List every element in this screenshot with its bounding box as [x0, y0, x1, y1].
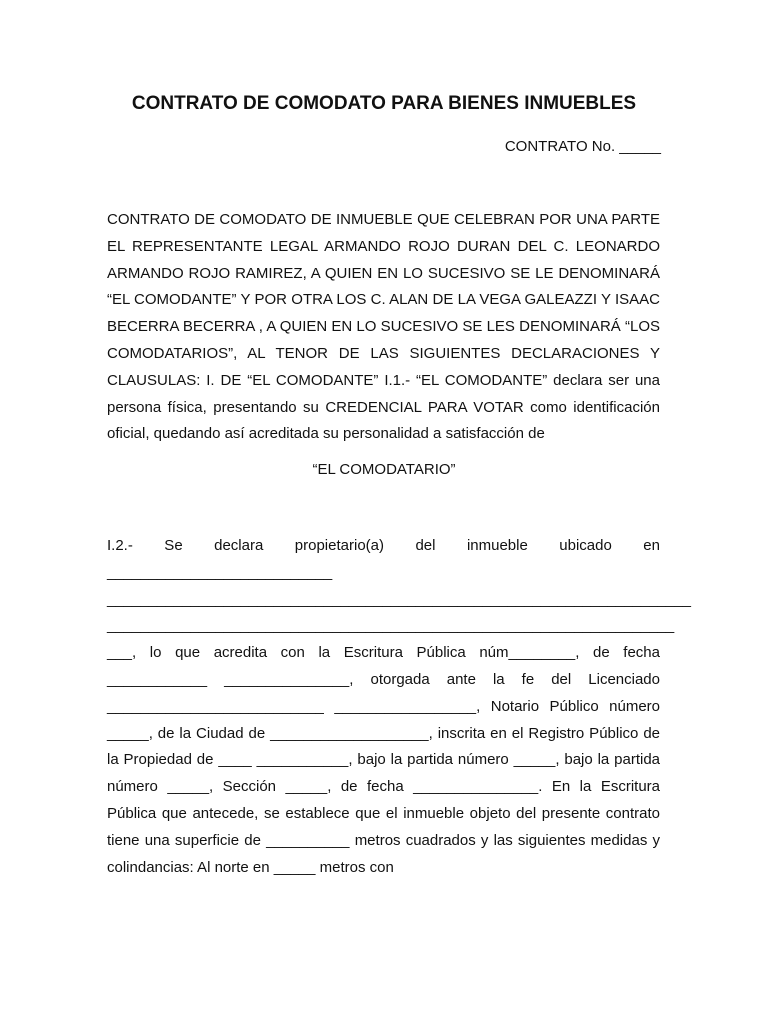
contract-number: CONTRATO No. _____ [504, 138, 661, 155]
comodatario-heading: “EL COMODATARIO” [312, 461, 456, 478]
document-title: CONTRATO DE COMODATO PARA BIENES INMUEBLES [131, 93, 637, 114]
intro-paragraph: CONTRATO DE COMODATO DE INMUEBLE QUE CELEBRAN POR UNA PARTE EL REPRESENTANTE LEGAL ARMANDO ROJO DURAN DEL C. LEONARDO ARMANDO ROJO RAMIREZ, A QUIEN EN LO SUCESIVO SE LE DENOMINARÁ “EL COMODANTE” Y POR OTRA LOS C. ALAN DE LA VEGA GALEAZZI Y ISAAC BECERRA BECERRA , A QUIEN EN LO SUCESIVO SE LES DENOMINARÁ “LOS COMODATARIOS”, AL TENOR DE LAS SIGUIENTES DECLARACIONES Y CLAUSULAS: I. DE “EL COMODANTE” I.1.- “EL COMODANTE” declara ser una persona física, presentando su CREDENCIAL PARA VOTAR como identificación oficial, quedando así acreditada su personalidad a satisfacción de [107, 211, 660, 443]
clause-paragraph: I.2.- Se declara propietario(a) del inmueble ubicado en ___________________________ ______________________________________________________________________ ____________________________________________________________________ ___, lo que acredita con la Escritura Pública núm________, de fecha ____________ _______________, otorgada ante la fe del Licenciado __________________________ _________________, Notario Público número _____, de la Ciudad de ___________________, inscrita en el Registro Público de la Propiedad de ____ ___________, bajo la partida número _____, bajo la partida número _____, Sección _____, de fecha _______________. En la Escritura Pública que antecede, se establece que el inmueble objeto del presente contrato tiene una superficie de __________ metros cuadrados y las siguientes medidas y colindancias: Al norte en _____ metros con [107, 537, 691, 876]
